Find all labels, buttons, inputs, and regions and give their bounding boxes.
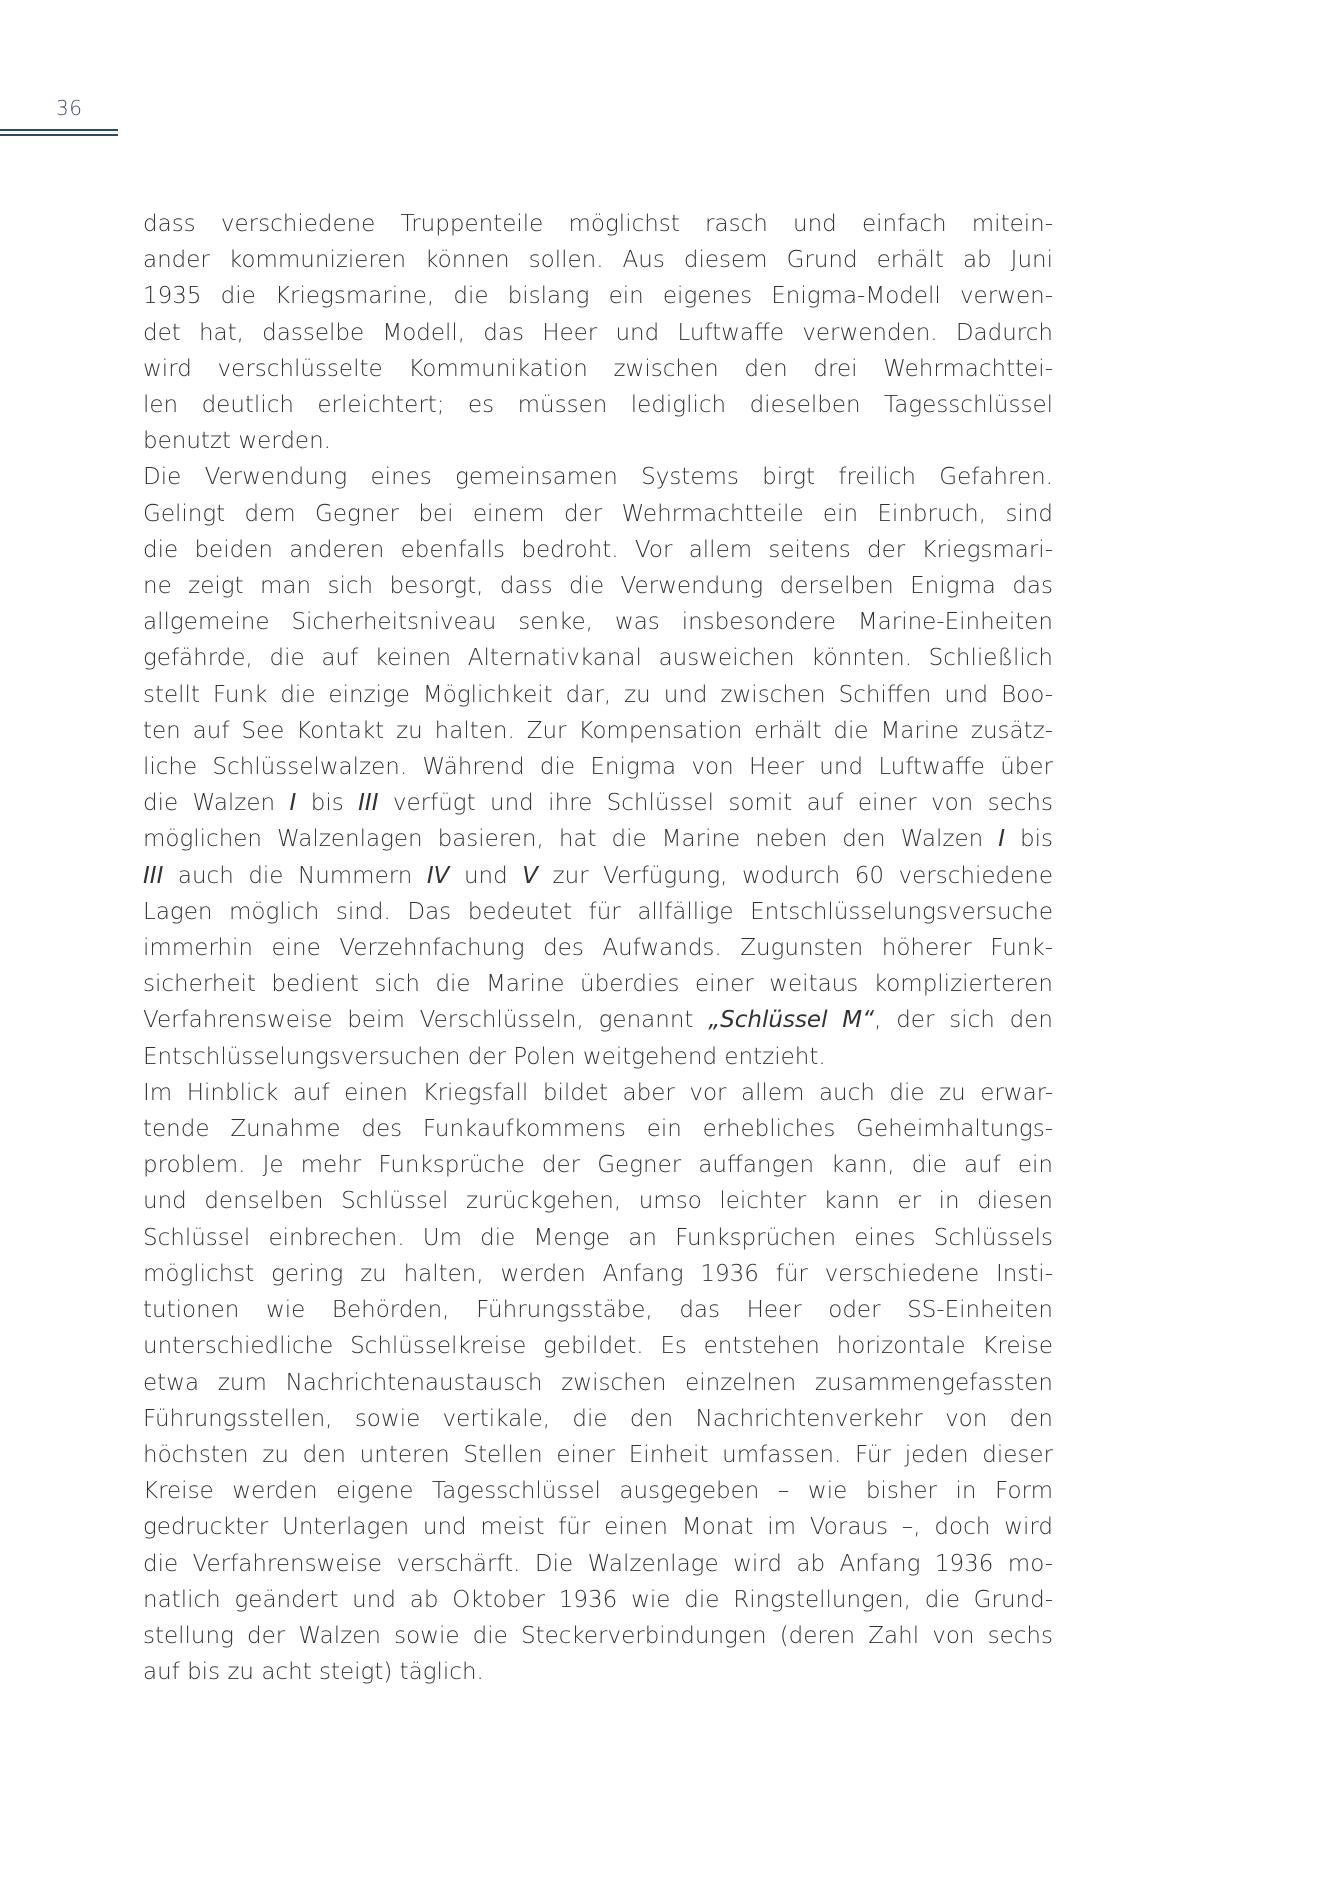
text-segment: dass verschiedene Truppenteile möglichst rasch und einfach mitein-: [143, 211, 1053, 237]
italic-term: IV: [426, 862, 450, 889]
italic-term: „Schlüssel M“: [708, 1007, 875, 1034]
text-line: [143, 1365, 1053, 1401]
text-segment: gefährde, die auf keinen Alternativkanal ausweichen könnten. Schließlich: [143, 645, 1053, 672]
text-line: [143, 423, 1053, 459]
text-line: [143, 568, 1053, 604]
text-line: [143, 1618, 1053, 1654]
text-segment: möglichst gering zu halten, werden Anfang 1936 für verschiedene Insti-: [143, 1260, 1053, 1287]
text-line: [143, 206, 1053, 242]
text-line: [143, 1437, 1053, 1473]
text-line: [143, 677, 1053, 713]
text-line: [143, 242, 1053, 278]
text-segment: tutionen wie Behörden, Führungsstäbe, das Heer oder SS-Einheiten: [143, 1297, 1053, 1324]
text-segment: etwa zum Nachrichtenaustausch zwischen einzelnen zusammengefassten: [143, 1369, 1053, 1396]
text-segment: auch die Nummern: [163, 862, 427, 889]
text-segment: die Walzen: [143, 790, 290, 817]
text-segment: Im Hinblick auf einen Kriegsfall bildet aber vor allem auch die zu erwar-: [143, 1079, 1053, 1106]
text-segment: , der sich den: [874, 1007, 1053, 1034]
paragraph: [143, 459, 1053, 1074]
text-line: [143, 858, 1053, 894]
text-segment: immerhin eine Verzehnfachung des Aufwands. Zugunsten höherer Funk-: [143, 935, 1053, 962]
paragraph: [143, 1075, 1053, 1690]
text-segment: natlich geändert und ab Oktober 1936 wie die Ringstellungen, die Grund-: [143, 1586, 1053, 1613]
text-line: [143, 785, 1053, 821]
text-line: [143, 1002, 1053, 1038]
text-line: [143, 387, 1053, 423]
text-segment: und: [449, 862, 523, 889]
text-segment: die Verfahrensweise verschärft. Die Walzenlage wird ab Anfang 1936 mo-: [143, 1550, 1053, 1577]
text-line: [143, 1147, 1053, 1183]
text-line: [143, 1256, 1053, 1292]
text-segment: und denselben Schlüssel zurückgehen, umso leichter kann er in diesen: [143, 1188, 1053, 1215]
text-line: [143, 315, 1053, 351]
text-segment: len deutlich erleichtert; es müssen lediglich dieselben Tagesschlüssel: [143, 392, 1053, 419]
italic-term: III: [358, 790, 379, 817]
text-segment: ten auf See Kontakt zu halten. Zur Kompensation erhält die Marine zusätz-: [143, 717, 1053, 744]
italic-term: III: [143, 862, 164, 889]
text-segment: liche Schlüsselwalzen. Während die Enigma von Heer und Luftwaffe über: [143, 754, 1053, 781]
text-segment: gedruckter Unterlagen und meist für einen Monat im Voraus –, doch wird: [143, 1514, 1053, 1541]
text-segment: stellt Funk die einzige Möglichkeit dar, zu und zwischen Schiffen und Boo-: [143, 681, 1053, 708]
text-line: [143, 532, 1053, 568]
text-line: [143, 1401, 1053, 1437]
text-segment: Führungsstellen, sowie vertikale, die den Nachrichtenverkehr von den: [143, 1405, 1053, 1432]
text-line: [143, 966, 1053, 1002]
text-line: [143, 1582, 1053, 1618]
text-line: [143, 496, 1053, 532]
text-line: [143, 713, 1053, 749]
text-segment: det hat, dasselbe Modell, das Heer und Luftwaffe verwenden. Dadurch: [143, 319, 1053, 346]
text-segment: Entschlüsselungsversuchen der Polen weitgehend entzieht.: [143, 1043, 826, 1070]
text-segment: verfügt und ihre Schlüssel somit auf einer von sechs: [378, 790, 1053, 817]
text-segment: die beiden anderen ebenfalls bedroht. Vor allem seitens der Kriegsmari-: [143, 536, 1053, 563]
text-segment: unterschiedliche Schlüsselkreise gebildet. Es entstehen horizontale Kreise: [143, 1333, 1053, 1360]
body-text: [143, 206, 1053, 1690]
text-segment: ne zeigt man sich besorgt, dass die Verwendung derselben Enigma das: [143, 573, 1053, 600]
italic-term: I: [998, 826, 1005, 853]
text-segment: Kreise werden eigene Tagesschlüssel ausgegeben – wie bisher in Form: [143, 1478, 1053, 1505]
text-segment: sicherheit bedient sich die Marine überdies einer weitaus komplizierteren: [143, 971, 1053, 998]
text-segment: wird verschlüsselte Kommunikation zwischen den drei Wehrmachttei-: [143, 355, 1053, 382]
text-segment: 1935 die Kriegsmarine, die bislang ein eigenes Enigma-Modell verwen-: [143, 283, 1053, 310]
text-segment: höchsten zu den unteren Stellen einer Einheit umfassen. Für jeden dieser: [143, 1441, 1053, 1468]
italic-term: V: [522, 862, 538, 889]
text-segment: problem. Je mehr Funksprüche der Gegner auffangen kann, die auf ein: [143, 1152, 1053, 1179]
text-segment: Verfahrensweise beim Verschlüsseln, genannt: [143, 1007, 709, 1034]
paragraph: [143, 206, 1053, 459]
text-segment: Die Verwendung eines gemeinsamen Systems birgt freilich Gefahren.: [143, 464, 1053, 491]
text-line: [143, 1292, 1053, 1328]
text-segment: tende Zunahme des Funkaufkommens ein erhebliches Geheimhaltungs-: [143, 1116, 1053, 1143]
text-line: [143, 1039, 1053, 1075]
text-segment: auf bis zu acht steigt) täglich.: [143, 1659, 484, 1686]
text-line: [143, 640, 1053, 676]
text-segment: benutzt werden.: [143, 428, 331, 455]
text-line: [143, 278, 1053, 314]
text-line: [143, 604, 1053, 640]
text-segment: Gelingt dem Gegner bei einem der Wehrmachtteile ein Einbruch, sind: [143, 500, 1053, 527]
text-line: [143, 459, 1053, 495]
italic-term: I: [289, 790, 297, 817]
text-segment: stellung der Walzen sowie die Steckerverbindungen (deren Zahl von sechs: [143, 1622, 1053, 1649]
text-line: [143, 1546, 1053, 1582]
text-line: [143, 821, 1053, 857]
text-line: [143, 1220, 1053, 1256]
text-line: [143, 1328, 1053, 1364]
text-segment: zur Verfügung, wodurch 60 verschiedene: [537, 862, 1053, 889]
text-segment: bis: [296, 790, 359, 817]
text-line: [143, 1509, 1053, 1545]
text-segment: bis: [1005, 826, 1053, 853]
text-line: [143, 1654, 1053, 1690]
text-line: [143, 1473, 1053, 1509]
header-rule-bottom: [0, 134, 118, 136]
text-line: [143, 1183, 1053, 1219]
text-segment: möglichen Walzenlagen basieren, hat die Marine neben den Walzen: [143, 826, 999, 853]
header-rule-top: [0, 129, 118, 131]
text-line: [143, 1111, 1053, 1147]
text-segment: ander kommunizieren können sollen. Aus diesem Grund erhält ab Juni: [143, 247, 1053, 274]
text-line: [143, 351, 1053, 387]
text-line: [143, 930, 1053, 966]
text-line: [143, 894, 1053, 930]
text-segment: allgemeine Sicherheitsniveau senke, was insbesondere Marine-Einheiten: [143, 609, 1053, 636]
text-segment: Lagen möglich sind. Das bedeutet für allfällige Entschlüsselungsversuche: [143, 898, 1053, 925]
text-line: [143, 1075, 1053, 1111]
page-number: 36: [56, 96, 83, 120]
text-segment: Schlüssel einbrechen. Um die Menge an Funksprüchen eines Schlüssels: [143, 1224, 1053, 1251]
text-line: [143, 749, 1053, 785]
